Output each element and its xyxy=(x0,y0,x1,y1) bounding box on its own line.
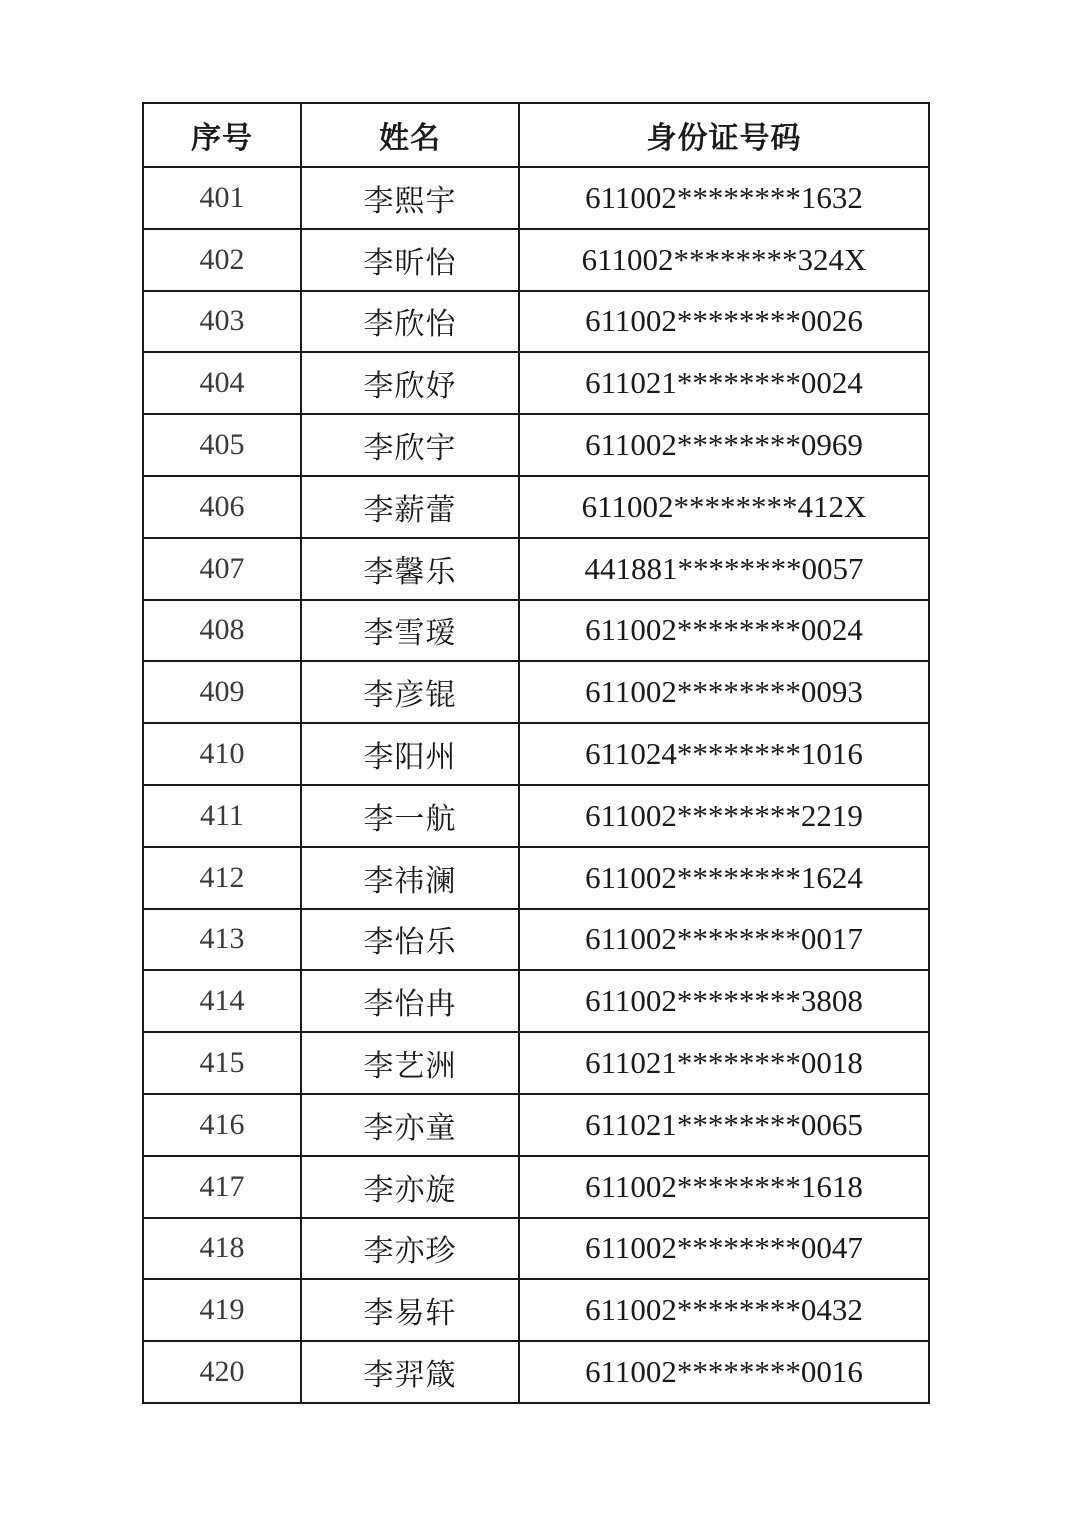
cell-id-number: 611002********324X xyxy=(519,229,929,291)
table-row xyxy=(143,661,929,723)
cell-name: 李欣怡 xyxy=(301,291,519,353)
table-row xyxy=(143,723,929,785)
cell-seq: 406 xyxy=(143,476,301,538)
cell-seq: 403 xyxy=(143,291,301,353)
cell-seq: 413 xyxy=(143,909,301,971)
cell-name: 李亦旋 xyxy=(301,1156,519,1218)
cell-name: 李祎澜 xyxy=(301,847,519,909)
cell-id-number: 611002********0969 xyxy=(519,414,929,476)
cell-name: 李熙宇 xyxy=(301,167,519,229)
cell-id-number: 611002********0093 xyxy=(519,661,929,723)
table-row xyxy=(143,909,929,971)
cell-seq: 401 xyxy=(143,167,301,229)
cell-id-number: 611002********1632 xyxy=(519,167,929,229)
table-body xyxy=(143,167,929,1403)
table-row xyxy=(143,600,929,662)
cell-name: 李怡乐 xyxy=(301,909,519,971)
cell-seq: 411 xyxy=(143,785,301,847)
cell-seq: 414 xyxy=(143,970,301,1032)
header-seq: 序号 xyxy=(143,103,301,167)
cell-seq: 412 xyxy=(143,847,301,909)
cell-seq: 420 xyxy=(143,1341,301,1403)
table-row xyxy=(143,229,929,291)
cell-id-number: 611002********0432 xyxy=(519,1279,929,1341)
table-row xyxy=(143,538,929,600)
cell-seq: 405 xyxy=(143,414,301,476)
cell-id-number: 611024********1016 xyxy=(519,723,929,785)
cell-id-number: 611021********0065 xyxy=(519,1094,929,1156)
table-row xyxy=(143,352,929,414)
table-row xyxy=(143,414,929,476)
cell-seq: 419 xyxy=(143,1279,301,1341)
cell-name: 李亦童 xyxy=(301,1094,519,1156)
table-row xyxy=(143,1156,929,1218)
cell-name: 李欣宇 xyxy=(301,414,519,476)
cell-seq: 410 xyxy=(143,723,301,785)
header-id-number: 身份证号码 xyxy=(519,103,929,167)
cell-id-number: 611002********0026 xyxy=(519,291,929,353)
table-row xyxy=(143,785,929,847)
cell-name: 李一航 xyxy=(301,785,519,847)
cell-seq: 408 xyxy=(143,600,301,662)
cell-seq: 404 xyxy=(143,352,301,414)
table-row xyxy=(143,291,929,353)
cell-id-number: 611002********1618 xyxy=(519,1156,929,1218)
cell-seq: 407 xyxy=(143,538,301,600)
cell-id-number: 611002********0047 xyxy=(519,1218,929,1280)
cell-name: 李欣妤 xyxy=(301,352,519,414)
cell-id-number: 611002********3808 xyxy=(519,970,929,1032)
cell-seq: 402 xyxy=(143,229,301,291)
cell-id-number: 611002********0016 xyxy=(519,1341,929,1403)
cell-name: 李羿箴 xyxy=(301,1341,519,1403)
cell-id-number: 611021********0018 xyxy=(519,1032,929,1094)
cell-name: 李艺洲 xyxy=(301,1032,519,1094)
cell-id-number: 611002********0024 xyxy=(519,600,929,662)
cell-name: 李昕怡 xyxy=(301,229,519,291)
header-row xyxy=(143,103,929,167)
cell-id-number: 611002********2219 xyxy=(519,785,929,847)
table-row xyxy=(143,1094,929,1156)
cell-name: 李亦珍 xyxy=(301,1218,519,1280)
header-name: 姓名 xyxy=(301,103,519,167)
cell-name: 李馨乐 xyxy=(301,538,519,600)
table-row xyxy=(143,1218,929,1280)
cell-seq: 415 xyxy=(143,1032,301,1094)
cell-seq: 409 xyxy=(143,661,301,723)
table-row xyxy=(143,476,929,538)
cell-name: 李阳州 xyxy=(301,723,519,785)
cell-name: 李怡冉 xyxy=(301,970,519,1032)
cell-seq: 418 xyxy=(143,1218,301,1280)
cell-id-number: 441881********0057 xyxy=(519,538,929,600)
table-header xyxy=(143,103,929,167)
cell-name: 李雪瑷 xyxy=(301,600,519,662)
roster-table xyxy=(142,102,930,1404)
table-row xyxy=(143,970,929,1032)
cell-name: 李彦锟 xyxy=(301,661,519,723)
cell-name: 李薪蕾 xyxy=(301,476,519,538)
cell-seq: 416 xyxy=(143,1094,301,1156)
cell-id-number: 611021********0024 xyxy=(519,352,929,414)
cell-name: 李易轩 xyxy=(301,1279,519,1341)
table-row xyxy=(143,167,929,229)
cell-id-number: 611002********412X xyxy=(519,476,929,538)
cell-id-number: 611002********0017 xyxy=(519,909,929,971)
table-row xyxy=(143,1279,929,1341)
table-row xyxy=(143,1341,929,1403)
table-row xyxy=(143,1032,929,1094)
table-row xyxy=(143,847,929,909)
cell-id-number: 611002********1624 xyxy=(519,847,929,909)
cell-seq: 417 xyxy=(143,1156,301,1218)
